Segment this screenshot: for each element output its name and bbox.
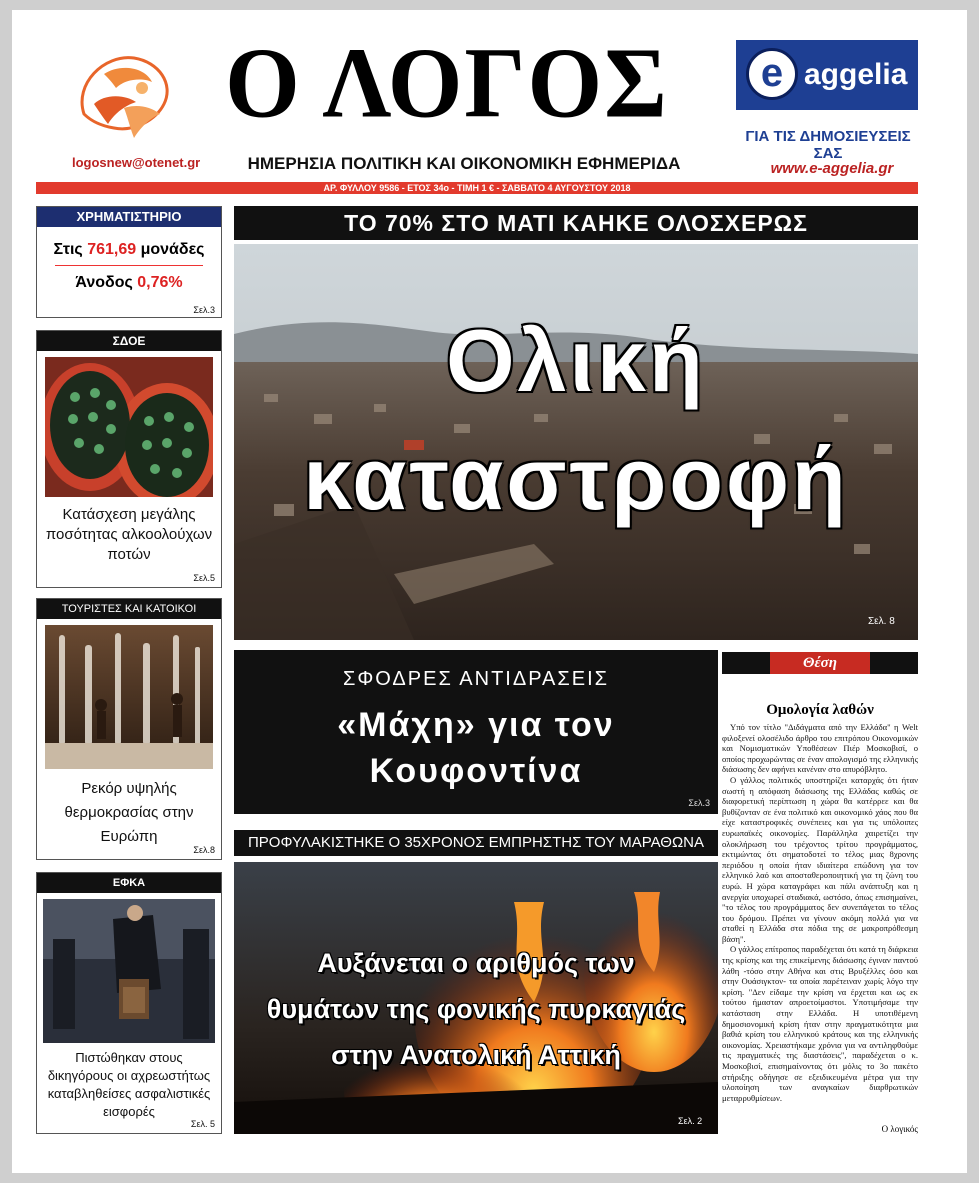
stock-index-value: 761,69 — [87, 241, 137, 258]
opinion-signature: Ο λογικός — [881, 1124, 918, 1134]
stock-change-prefix: Άνοδος — [75, 274, 138, 291]
page-ref: Σελ.8 — [193, 845, 215, 855]
opinion-title: Ομολογία λαθών — [766, 702, 874, 718]
opinion-paragraph: Ο γάλλος πολιτικός υποστηρίζει καταρχάς ότι ήταν σωστή η απόφαση διάσωσης της Ελλάδας καθώς σε διαφορετική περίπτωση η χώρα θα κατέρρεε και θα βυθίζονταν σε ένα πολιτικό και οικονομικό χάος που θα είχε καταστροφικές συνέπειες και για τις υπόλοιπες ευρωπαϊκές οικονομίες. Παράλληλα χαιρετίζει την ολοκλήρωση του τρέχοντος τρίτου προγράμματος, εκτιμώντας ότι σηματοδοτεί το τέλος μιας 8χρονης περιόδου η οποία ήταν ιδιαίτερα επώδυνη για τον ελληνικό λαό και αποσταθεροποιητική για τη ζώνη του ευρώ. Η χώρα καταγράφει και πάλι ανάπτυξη και η ανεργία υποχωρεί σταδιακά, ωστόσο, όπως επισημαίνει, "το τέλος του προγράμματος δεν συνεπάγεται το τέλος του δρόμου. Πρέπει να γίνουν ακόμη πολλά για να σταθεί η Ελλάδα στα πόδια της σε μακροπρόθεσμη βάση". — [722, 774, 918, 944]
masthead-subtitle: ΗΜΕΡΗΣΙΑ ΠΟΛΙΤΙΚΗ ΚΑΙ ΟΙΚΟΝΟΜΙΚΗ ΕΦΗΜΕΡΙΔΑ — [247, 154, 681, 173]
page-ref: Σελ. 8 — [868, 616, 895, 627]
page-ref: Σελ.3 — [688, 798, 710, 808]
stock-index-suffix: μονάδες — [136, 241, 205, 258]
issue-line: ΑΡ. ΦΥΛΛΟΥ 9586 - ΕΤΟΣ 34ο - ΤΙΜΗ 1 € - ΣΑΒΒΑΤΟ 4 ΑΥΓΟΥΣΤΟΥ 2018 — [323, 183, 631, 193]
newspaper-logo-art — [64, 44, 184, 148]
fountain-photo — [45, 625, 213, 769]
stock-index-line — [37, 241, 221, 259]
koufontina-kicker: ΣΦΟΔΡΕΣ ΑΝΤΙΔΡΑΣΕΙΣ — [342, 668, 610, 690]
stock-market-header: ΧΡΗΜΑΤΙΣΤΗΡΙΟ — [37, 207, 221, 227]
bottles-photo — [45, 357, 213, 497]
opinion-paragraph: Υπό τον τίτλο "Διδάγματα από την Ελλάδα" η Welt φιλοξενεί ολοσέλιδο άρθρο του επιτρόπου Οικονομικών και Νομισματικών Υποθέσεων Πιέρ Μοσκοβισί, ο οποίος προχωρώντας σε έναν απολογισμό της ελληνικής διάσωσης δεν αφήνει κανέναν στο απυρόβλητο. — [722, 722, 918, 775]
newspaper-front-page — [12, 10, 967, 1173]
page-ref: Σελ. 2 — [678, 1116, 703, 1126]
e-logo-icon: e — [746, 48, 798, 100]
fire-story-banner: ΠΡΟΦΥΛΑΚΙΣΤΗΚΕ Ο 35ΧΡΟΝΟΣ ΕΜΠΡΗΣΤΗΣ ΤΟΥ ΜΑΡΑΘΩΝΑ — [234, 830, 718, 856]
lawyer-briefcase-photo — [43, 899, 215, 1043]
ad-tagline: ΓΙΑ ΤΙΣ ΔΗΜΟΣΙΕΥΣΕΙΣ ΣΑΣ — [745, 128, 911, 162]
main-headline — [234, 302, 918, 538]
opinion-header-bar — [722, 652, 918, 674]
fire-headline-line2: θυμάτων της φονικής πυρκαγιάς — [266, 994, 686, 1024]
sdoe-story-box[interactable] — [36, 330, 222, 588]
stock-change-line — [37, 274, 221, 292]
main-story-banner: ΤΟ 70% ΣΤΟ ΜΑΤΙ ΚΑΗΚΕ ΟΛΟΣΧΕΡΩΣ — [234, 206, 918, 240]
fire-headline — [234, 940, 718, 1078]
e-aggelia-ad-logo[interactable] — [736, 40, 918, 110]
e-aggelia-logo-text: aggelia — [804, 58, 908, 91]
stock-index-prefix: Στις — [53, 241, 88, 258]
tourists-header: ΤΟΥΡΙΣΤΕΣ ΚΑΙ ΚΑΤΟΙΚΟΙ — [37, 599, 221, 619]
opinion-body — [722, 722, 918, 1103]
opinion-paragraph: Ο γάλλος επίτροπος παραδέχεται ότι κατά τη διάρκεια της κρίσης και της επικείμενης διάσωσης έγιναν παντού λάθη -τόσο στην Αθήνα και στις Βρυξέλλες όσο και στην Ουάσιγκτον- τα οποία παρέτειναν χωρίς λόγο την κρίση. "Δεν είδαμε την κρίση να έρχεται και ως εκ τούτου ήμασταν απροετοίμαστοι. Υποτιμήσαμε την κατάσταση στην Ελλάδα. Η υποτιθέμενη δημοσιονομική κρίση ήταν στην πραγματικότητα μια βαθιά κρίση του ελληνικού κράτους και της ελληνικής οικονομίας. Χρειαστήκαμε χρόνια για να αντιληφθούμε τις πραγματικές της διαστάσεις", παραδέχεται ο κ. Μοσκοβισί, επισημαίνοντας ότι μόλις το 3ο πακέτο στήριξης οδήγησε σε εξειδικευμένα μέτρα για την υλοποίηση των αναγκαίων διαρθρωτικών μεταρρυθμίσεων. — [722, 944, 918, 1103]
sdoe-header: ΣΔΟΕ — [37, 331, 221, 351]
fire-headline-line1: Αυξάνεται ο αριθμός των — [317, 948, 635, 978]
page-ref: Σελ.5 — [193, 573, 215, 583]
heat-caption: Ρεκόρ υψηλής θερμοκρασίας στην Ευρώπη — [64, 780, 194, 845]
page-ref: Σελ. 5 — [190, 1119, 215, 1129]
divider — [55, 265, 203, 266]
email-address: logosnew@otenet.gr — [72, 155, 201, 170]
main-headline-line2: καταστροφή — [303, 429, 849, 528]
efka-story-box[interactable] — [36, 872, 222, 1134]
koufontina-headline — [234, 702, 718, 794]
opinion-tab-label: Θέση — [770, 652, 870, 674]
masthead-title: Ο ΛΟΓΟΣ — [225, 26, 669, 139]
heat-story-box[interactable] — [36, 598, 222, 860]
ad-url-link[interactable]: www.e-aggelia.gr — [770, 160, 894, 177]
fire-headline-line3: στην Ανατολική Αττική — [331, 1040, 621, 1070]
koufontina-headline-line1: «Μάχη» για τον — [337, 706, 615, 744]
page-ref: Σελ.3 — [193, 305, 215, 315]
koufontina-story-box[interactable] — [234, 650, 718, 814]
koufontina-headline-line2: Κουφοντίνα — [369, 752, 583, 790]
stock-change-value: 0,76% — [137, 274, 183, 291]
main-headline-line1: Ολική — [446, 311, 706, 410]
efka-caption: Πιστώθηκαν στους δικηγόρους οι αχρεωστήτως καταβληθείσες ασφαλιστικές εισφορές — [47, 1050, 211, 1119]
efka-header: ΕΦΚΑ — [37, 873, 221, 893]
sdoe-caption: Κατάσχεση μεγάλης ποσότητας αλκοολούχων ποτών — [45, 506, 213, 563]
stock-market-box[interactable] — [36, 206, 222, 318]
